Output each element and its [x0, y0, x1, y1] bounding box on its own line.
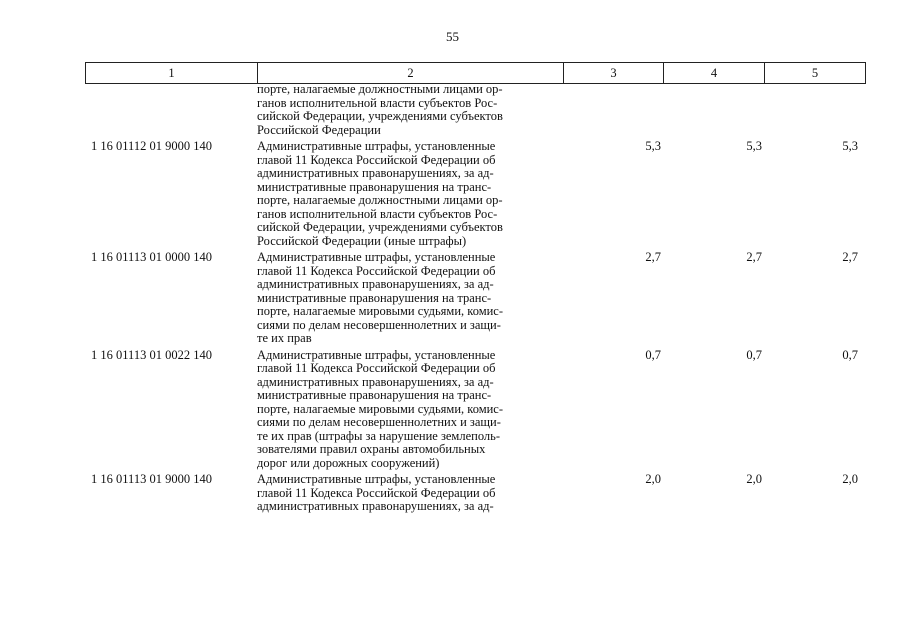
description-line: Административные штрафы, установленные	[257, 139, 496, 153]
revenue-description	[257, 140, 563, 248]
revenue-description	[257, 349, 563, 471]
column-header-4: 4	[664, 63, 765, 84]
description-line: ганов исполнительной власти субъектов Рос-	[257, 206, 498, 221]
description-line: министративные правонарушения на транс-	[257, 388, 492, 402]
budget-code: 1 16 01113 01 0022 140	[91, 347, 212, 362]
revenue-description	[257, 251, 563, 346]
description-line: дорог или дорожных сооружений)	[257, 455, 440, 470]
table-row	[85, 349, 865, 471]
value-col-4: 0,7	[746, 347, 762, 362]
budget-code: 1 16 01113 01 0000 140	[91, 250, 212, 264]
description-line: Российской Федерации (иные штрафы)	[257, 233, 467, 248]
description-line: зователями правил охраны автомобильных	[257, 442, 486, 456]
value-col-5: 2,7	[842, 250, 858, 264]
description-line: главой 11 Кодекса Российской Федерации об	[257, 263, 496, 278]
description-line: административных правонарушениях, за ад-	[257, 277, 494, 291]
value-col-5: 2,0	[842, 472, 858, 486]
description-line: сийской Федерации, учреждениями субъектов	[257, 220, 503, 234]
description-line: министративные правонарушения на транс-	[257, 179, 492, 194]
column-header-1: 1	[86, 63, 258, 84]
table-header	[85, 62, 866, 84]
value-col-3: 2,0	[645, 472, 661, 486]
page-number: 55	[446, 29, 459, 44]
value-col-3: 5,3	[645, 139, 661, 153]
revenue-description	[257, 473, 563, 514]
description-line: административных правонарушениях, за ад-	[257, 166, 494, 180]
description-line: ганов исполнительной власти субъектов Рос-	[257, 95, 498, 110]
column-header-2: 2	[258, 63, 564, 84]
description-line: Административные штрафы, установленные	[257, 250, 496, 264]
value-col-3: 0,7	[645, 347, 661, 362]
revenue-description	[257, 83, 563, 137]
table-body	[85, 83, 865, 517]
description-line: Административные штрафы, установленные	[257, 472, 496, 486]
description-line: сиями по делам несовершеннолетних и защи-	[257, 317, 501, 332]
description-line: министративные правонарушения на транс-	[257, 290, 492, 305]
description-line: Российской Федерации	[257, 122, 381, 137]
description-line: те их прав	[257, 331, 312, 345]
budget-code: 1 16 01113 01 9000 140	[91, 472, 212, 486]
table-header-row	[86, 63, 866, 84]
table-row	[85, 251, 865, 346]
value-col-3: 2,7	[645, 250, 661, 264]
value-col-5: 5,3	[842, 139, 858, 153]
description-line: порте, налагаемые мировыми судьями, комис-	[257, 304, 504, 318]
description-line: административных правонарушениях, за ад-	[257, 499, 494, 513]
value-col-5: 0,7	[842, 347, 858, 362]
table-row	[85, 473, 865, 514]
description-line: Административные штрафы, установленные	[257, 347, 496, 362]
value-col-4: 2,7	[746, 250, 762, 264]
table-row	[85, 83, 865, 137]
description-line: главой 11 Кодекса Российской Федерации об	[257, 361, 496, 375]
budget-code: 1 16 01112 01 9000 140	[91, 139, 212, 153]
description-line: порте, налагаемые должностными лицами ор-	[257, 193, 503, 207]
table-row	[85, 140, 865, 248]
value-col-4: 2,0	[746, 472, 762, 486]
description-line: главой 11 Кодекса Российской Федерации об	[257, 152, 496, 167]
value-col-4: 5,3	[746, 139, 762, 153]
column-header-5: 5	[765, 63, 866, 84]
description-line: сиями по делам несовершеннолетних и защи-	[257, 415, 501, 429]
description-line: те их прав (штрафы за нарушение землеполь-	[257, 428, 501, 443]
description-line: административных правонарушениях, за ад-	[257, 374, 494, 389]
description-line: сийской Федерации, учреждениями субъектов	[257, 109, 503, 123]
description-line: порте, налагаемые мировыми судьями, комис-	[257, 401, 504, 416]
description-line: главой 11 Кодекса Российской Федерации об	[257, 485, 496, 500]
column-header-3: 3	[564, 63, 664, 84]
description-line: порте, налагаемые должностными лицами ор-	[257, 82, 503, 96]
